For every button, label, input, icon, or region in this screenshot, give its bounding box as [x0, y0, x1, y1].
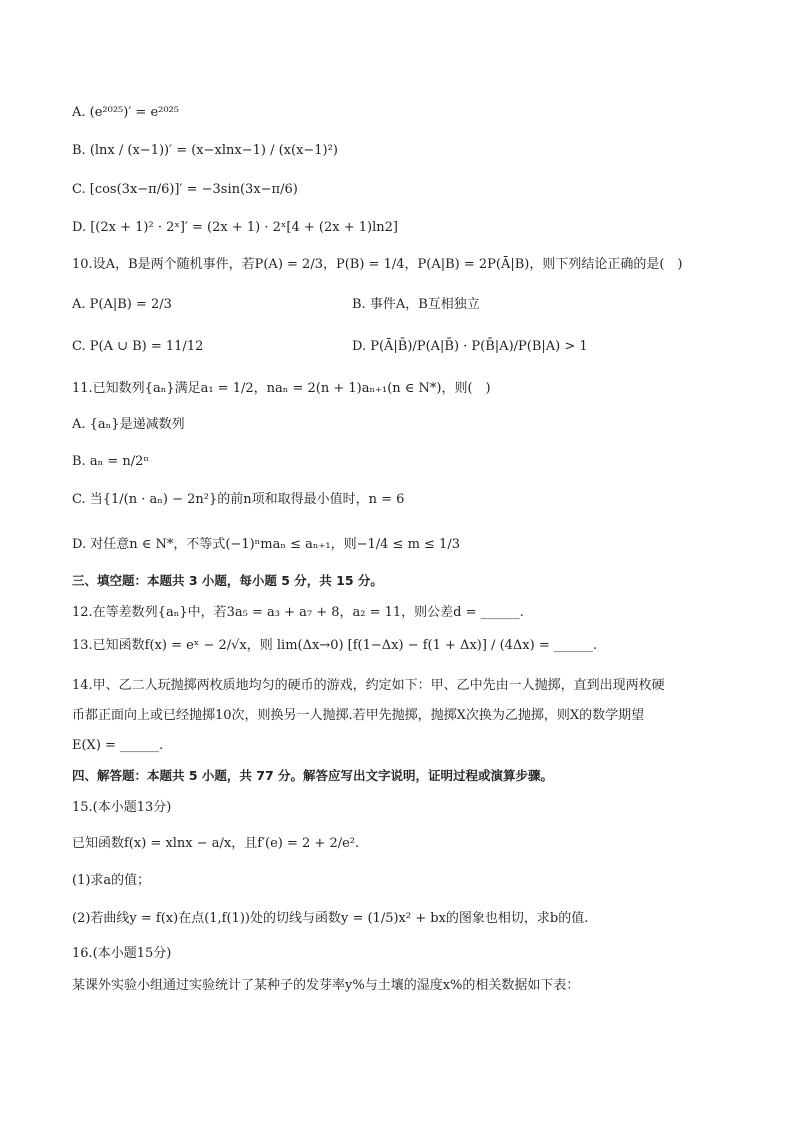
q10-option-b: B. 事件A，B互相独立 — [352, 297, 480, 312]
q11-option-d: D. 对任意n ∈ N*，不等式(−1)ⁿmaₙ ≤ aₙ₊₁，则−1/4 ≤ m ≤ 1/3 — [72, 537, 460, 552]
section-answer-heading: 四、解答题：本题共 5 小题，共 77 分。解答应写出文字说明，证明过程或演算步骤。 — [72, 768, 554, 783]
q13-stem: 13.已知函数f(x) = eˣ − 2/√x，则 lim(Δx→0) [f(1−Δx) − f(1 + Δx)] / (4Δx) = ______. — [72, 638, 597, 653]
q14-line-1: 14.甲、乙二人玩抛掷两枚质地均匀的硬币的游戏，约定如下：甲、乙中先由一人抛掷，直到出现两枚硬 — [72, 678, 665, 693]
q16-stem: 某课外实验小组通过实验统计了某种子的发芽率y%与土壤的湿度x%的相关数据如下表： — [72, 978, 580, 993]
q14-line-3: E(X) = ______. — [72, 738, 164, 753]
q16-heading: 16.(本小题15分) — [72, 946, 172, 961]
q15-stem: 已知函数f(x) = xlnx − a/x，且f′(e) = 2 + 2/e². — [72, 836, 360, 851]
q9-option-b: B. (lnx / (x−1))′ = (x−xlnx−1) / (x(x−1)²) — [72, 143, 338, 158]
section-fill-in-heading: 三、填空题：本题共 3 小题，每小题 5 分，共 15 分。 — [72, 573, 383, 588]
q11-option-a: A. {aₙ}是递减数列 — [72, 417, 185, 432]
q9-option-d: D. [(2x + 1)² · 2ˣ]′ = (2x + 1) · 2ˣ[4 + (2x + 1)ln2] — [72, 220, 398, 235]
q15-part-1: (1)求a的值； — [72, 873, 151, 888]
q11-option-b: B. aₙ = n/2ⁿ — [72, 454, 149, 469]
q11-option-c: C. 当{1/(n · aₙ) − 2n²}的前n项和取得最小值时，n = 6 — [72, 492, 405, 507]
q15-heading: 15.(本小题13分) — [72, 800, 172, 815]
q15-part-2: (2)若曲线y = f(x)在点(1,f(1))处的切线与函数y = (1/5)x² + bx的图象也相切，求b的值. — [72, 911, 589, 926]
q9-option-a: A. (e²⁰²⁵)′ = e²⁰²⁵ — [72, 105, 179, 120]
q12-stem: 12.在等差数列{aₙ}中，若3a₅ = a₃ + a₇ + 8，a₂ = 11，则公差d = ______. — [72, 605, 524, 620]
q10-option-d: D. P(Ā|B̄)/P(A|B̄) · P(B̄|A)/P(B|A) > 1 — [352, 339, 588, 354]
q9-option-c: C. [cos(3x−π/6)]′ = −3sin(3x−π/6) — [72, 182, 298, 197]
q11-stem: 11.已知数列{aₙ}满足a₁ = 1/2，naₙ = 2(n + 1)aₙ₊₁(n ∈ N*)，则( ) — [72, 381, 491, 396]
q10-stem: 10.设A，B是两个随机事件，若P(A) = 2/3，P(B) = 1/4，P(A|B) = 2P(Ā|B)，则下列结论正确的是( ) — [72, 257, 683, 272]
q10-option-c: C. P(A ∪ B) = 11/12 — [72, 339, 204, 354]
q10-option-a: A. P(A|B) = 2/3 — [72, 297, 172, 312]
q14-line-2: 币都正面向上或已经抛掷10次，则换另一人抛掷.若甲先抛掷，抛掷X次换为乙抛掷，则X的数学期望 — [72, 708, 645, 723]
